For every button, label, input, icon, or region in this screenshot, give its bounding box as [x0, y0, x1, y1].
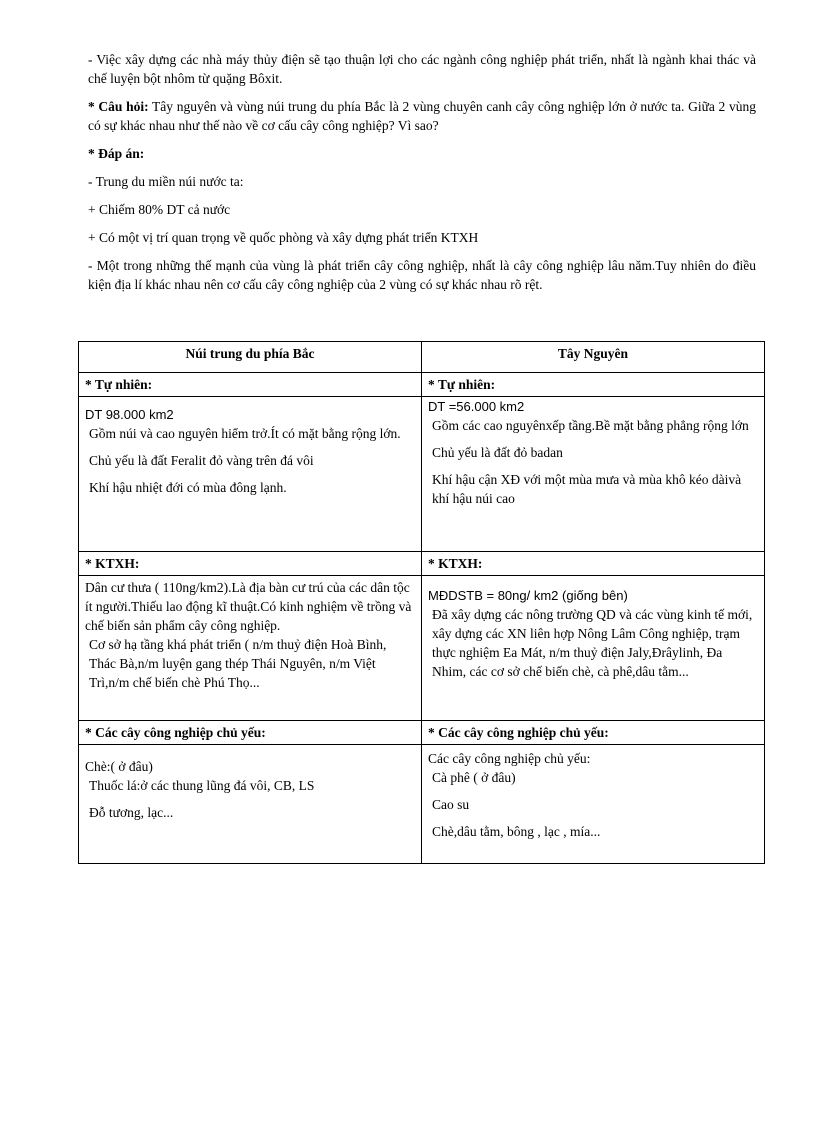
section-row-crops: [79, 721, 765, 745]
col-header-tay-nguyen: Tây Nguyên: [422, 342, 765, 373]
document-body: [88, 50, 756, 303]
answer-line-3: + Có một vị trí quan trọng về quốc phòng và xây dựng phát triển KTXH: [88, 230, 479, 245]
table-row-ktxh: [79, 576, 765, 721]
crops-north-tobacco: Thuốc lá:ở các thung lũng đá vôi, CB, LS: [89, 778, 315, 793]
ktxh-tn-development: Đã xây dựng các nông trường QD và các vùng kinh tế mới, xây dựng các XN liên hợp Nông Lâm Công nghiệp, trạm thực nghiệm Ea Mát, n/m thuỷ điện Jaly,Đrâylinh, Đa Nhim, các cơ sở chế biến chè, cà phê,dâu tằm...: [432, 607, 753, 679]
answer-label: * Đáp án:: [88, 146, 145, 161]
col-header-north: Núi trung du phía Bắc: [79, 342, 422, 373]
crops-north-cell: [79, 745, 422, 864]
table-row-nature: [79, 397, 765, 552]
section-label-crops-right: * Các cây công nghiệp chủ yếu:: [422, 721, 765, 745]
ktxh-tay-nguyen-cell: [422, 576, 765, 721]
nature-tn-terrain: Gồm các cao nguyênxếp tầng.Bề mặt bằng phẳng rộng lớn: [432, 418, 749, 433]
section-label-crops-left: * Các cây công nghiệp chủ yếu:: [79, 721, 422, 745]
question-paragraph: [88, 97, 756, 135]
ktxh-north-population: Dân cư thưa ( 110ng/km2).Là địa bàn cư trú của các dân tộc ít người.Thiếu lao động kĩ thuật.Có kinh nghiệm về trồng và chế biến sản phẩm cây công nghiệp.: [85, 580, 412, 633]
ktxh-tn-density: MĐDSTB = 80ng/ km2 (giống bên): [428, 588, 628, 603]
nature-north-terrain: Gồm núi và cao nguyên hiểm trở.Ít có mặt bằng rộng lớn.: [89, 426, 401, 441]
nature-tay-nguyen-cell: [422, 397, 765, 552]
nature-tn-area: DT =56.000 km2: [428, 399, 525, 414]
crops-tay-nguyen-cell: [422, 745, 765, 864]
section-row-ktxh: [79, 552, 765, 576]
crops-tn-coffee: Cà phê ( ở đâu): [432, 770, 516, 785]
table-header-row: [79, 342, 765, 373]
section-label-ktxh-left: * KTXH:: [79, 552, 422, 576]
nature-tn-soil: Chủ yếu là đất đỏ badan: [432, 445, 563, 460]
nature-north-cell: [79, 397, 422, 552]
crops-north-tea: Chè:( ở đâu): [85, 759, 153, 774]
ktxh-north-infrastructure: Cơ sở hạ tầng khá phát triển ( n/m thuỷ điện Hoà Bình, Thác Bà,n/m luyện gang thép Thái Nguyên, n/m Việt Trì,n/m chế biến chè Phú Thọ...: [89, 637, 387, 690]
section-label-nature-right: * Tự nhiên:: [422, 373, 765, 397]
nature-north-climate: Khí hậu nhiệt đới có mùa đông lạnh.: [89, 480, 287, 495]
table-row-crops: [79, 745, 765, 864]
answer-line-2: + Chiếm 80% DT cả nước: [88, 202, 231, 217]
ktxh-north-cell: [79, 576, 422, 721]
crops-tn-rubber: Cao su: [432, 797, 470, 812]
answer-line-4: - Một trong những thế mạnh của vùng là phát triển cây công nghiệp, nhất là cây công nghiệp lâu năm.Tuy nhiên do điều kiện địa lí khác nhau nên cơ cấu cây công nghiệp của 2 vùng có sự khác nhau rõ rệt.: [88, 258, 756, 292]
section-label-nature-left: * Tự nhiên:: [79, 373, 422, 397]
nature-north-area: DT 98.000 km2: [85, 407, 174, 422]
crops-tn-others: Chè,dâu tằm, bông , lạc , mía...: [432, 824, 601, 839]
section-row-nature: [79, 373, 765, 397]
crops-tn-heading: Các cây công nghiệp chủ yếu:: [428, 751, 591, 766]
comparison-table: [78, 341, 765, 864]
answer-line-1: - Trung du miền núi nước ta:: [88, 174, 244, 189]
question-label: * Câu hỏi:: [88, 99, 149, 114]
intro-paragraph: - Việc xây dựng các nhà máy thủy điện sẽ tạo thuận lợi cho các ngành công nghiệp phát triển, nhất là ngành khai thác và chế luyện bột nhôm từ quặng Bôxit.: [88, 52, 756, 86]
crops-north-soybean: Đỗ tương, lạc...: [89, 805, 174, 820]
nature-tn-climate: Khí hậu cận XĐ với một mùa mưa và mùa khô kéo dàivà khí hậu núi cao: [432, 472, 742, 506]
question-text: Tây nguyên và vùng núi trung du phía Bắc là 2 vùng chuyên canh cây công nghiệp lớn ở nước ta. Giữa 2 vùng có sự khác nhau như thế nào về cơ cấu cây công nghiệp? Vì sao?: [88, 99, 756, 133]
section-label-ktxh-right: * KTXH:: [422, 552, 765, 576]
nature-north-soil: Chủ yếu là đất Feralit đỏ vàng trên đá vôi: [89, 453, 314, 468]
